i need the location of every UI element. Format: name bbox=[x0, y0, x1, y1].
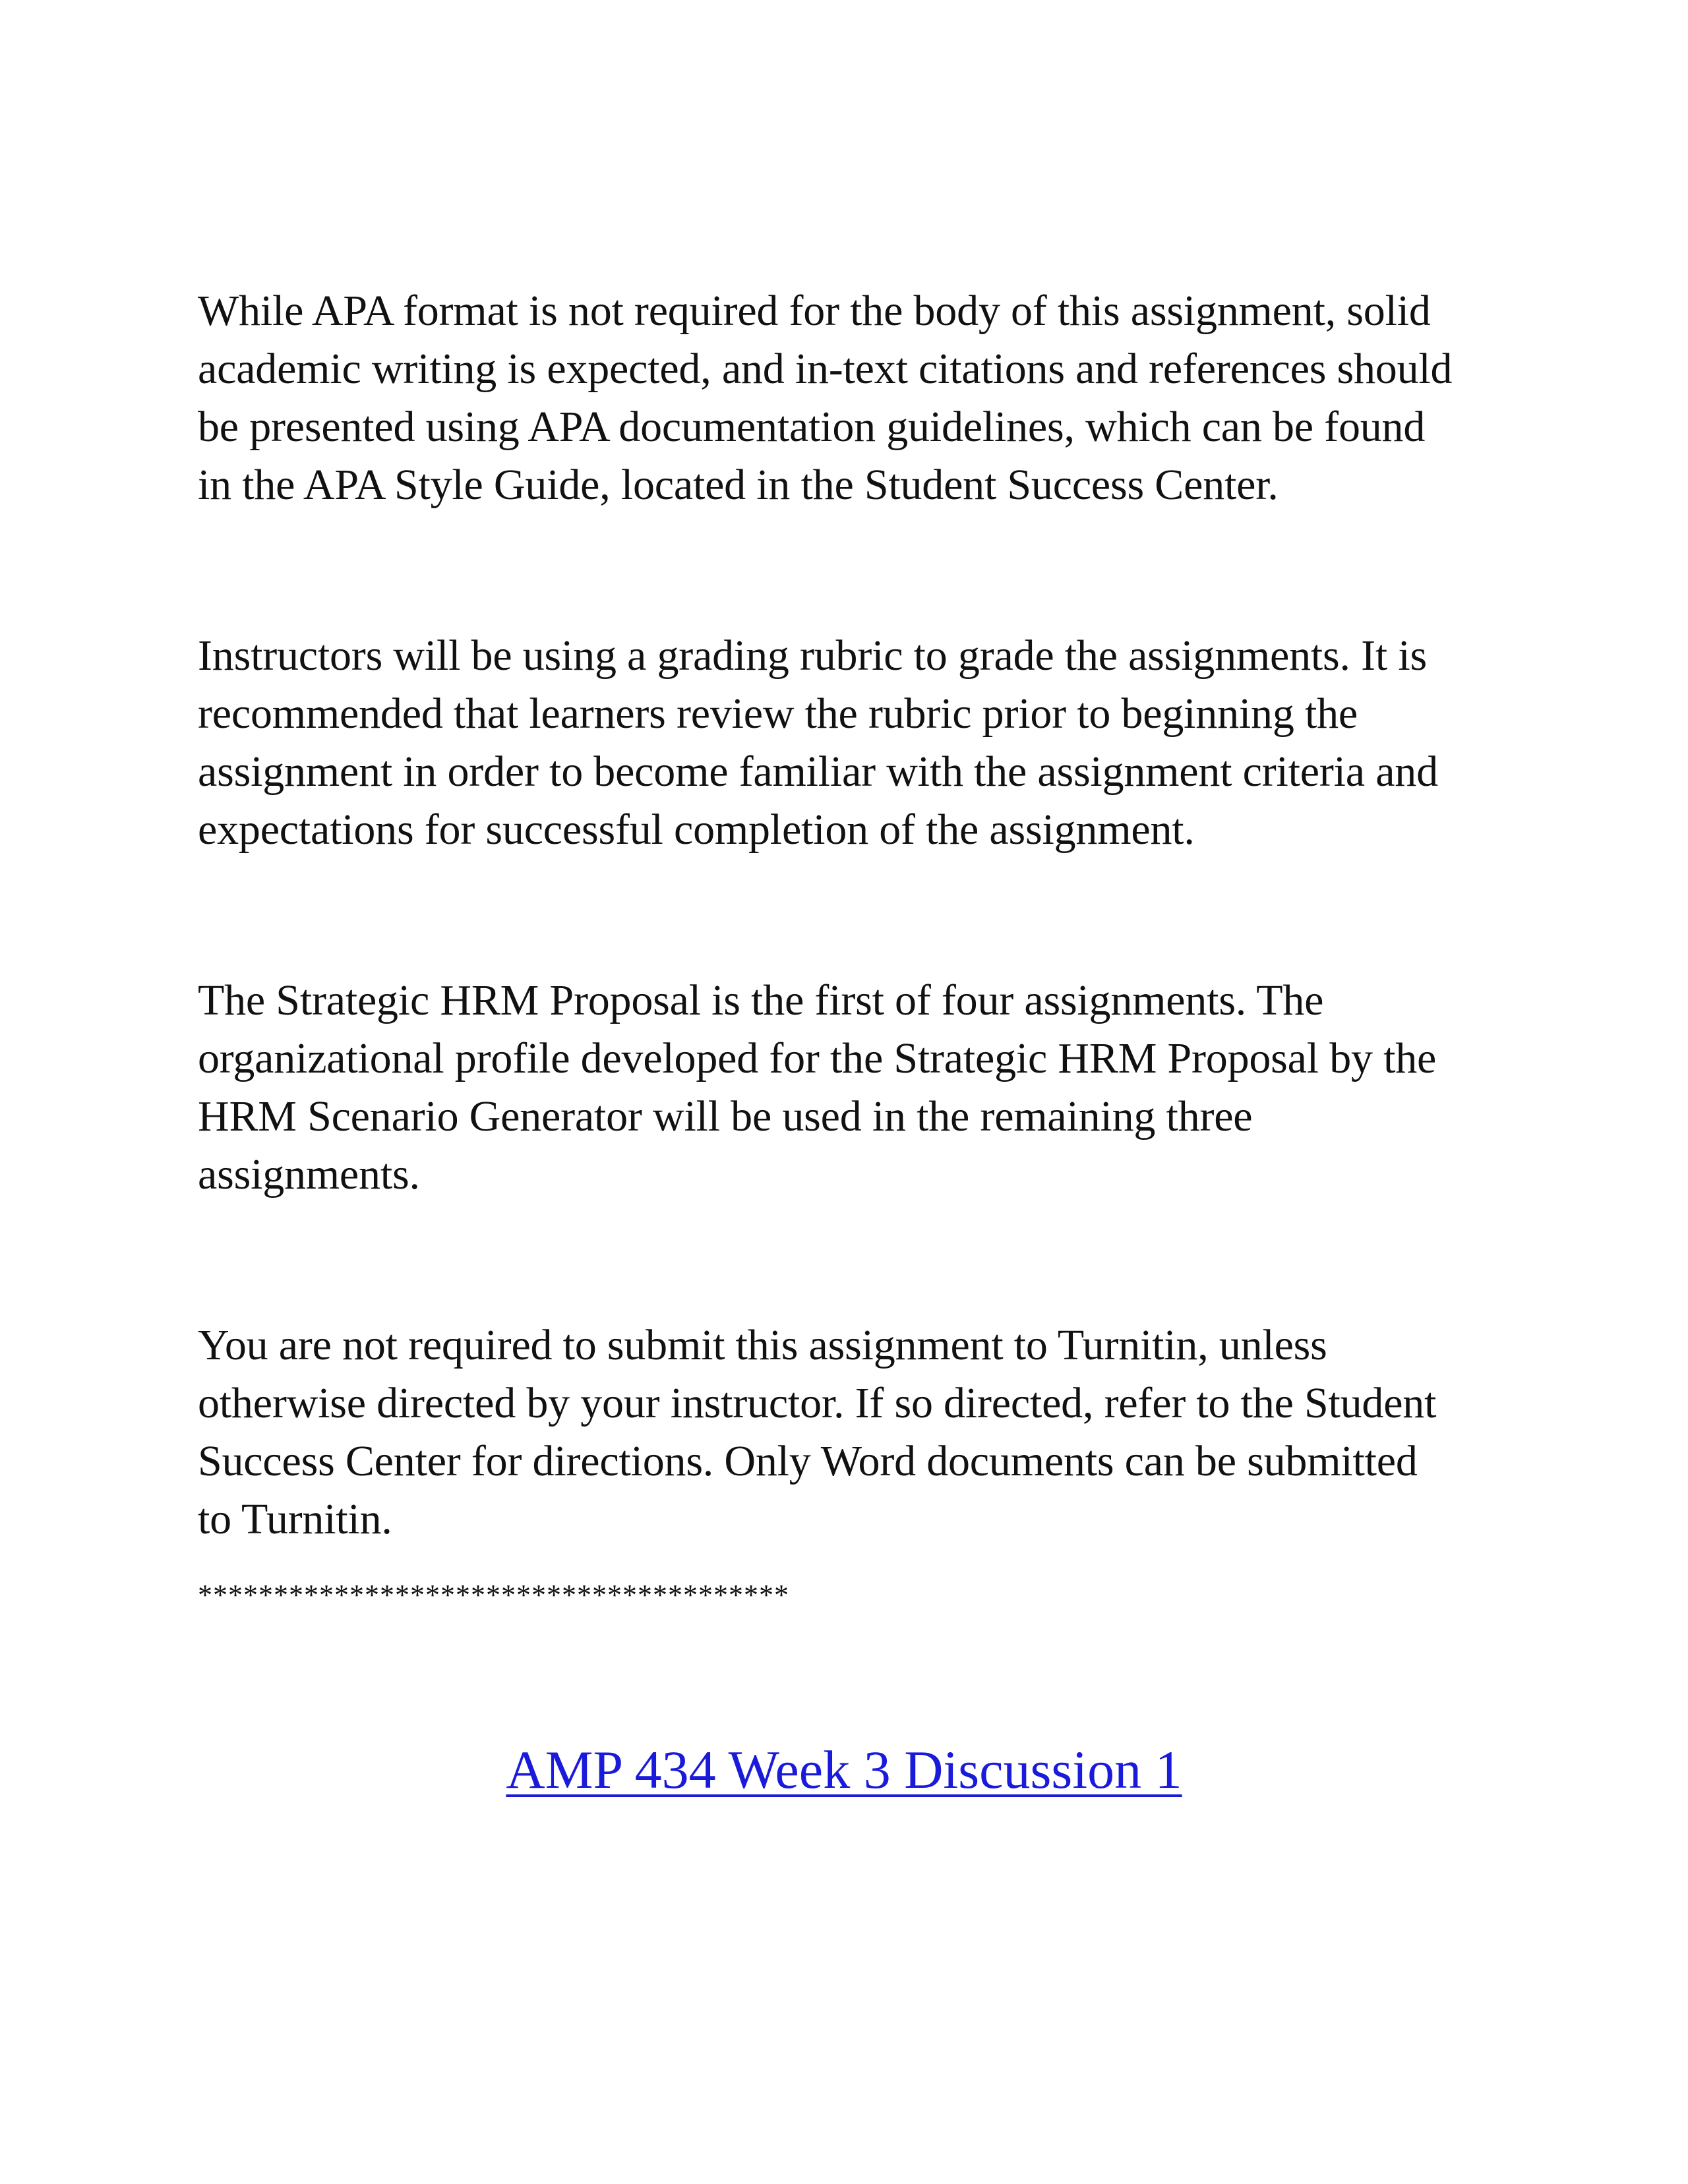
paragraph-line: be presented using APA documentation guidelines, which can be found bbox=[198, 403, 1426, 451]
paragraph-grading-rubric bbox=[198, 627, 1510, 859]
paragraph-line: assignment in order to become familiar with the assignment criteria and bbox=[198, 748, 1438, 796]
discussion-link[interactable]: AMP 434 Week 3 Discussion 1 bbox=[506, 1740, 1182, 1800]
paragraph-line: assignments. bbox=[198, 1150, 420, 1198]
discussion-link-container bbox=[0, 1734, 1688, 1806]
paragraph-line: expectations for successful completion of the assignment. bbox=[198, 806, 1195, 854]
paragraph-turnitin bbox=[198, 1316, 1510, 1549]
paragraph-line: The Strategic HRM Proposal is the first of four assignments. The bbox=[198, 976, 1324, 1024]
paragraph-line: otherwise directed by your instructor. If so directed, refer to the Student bbox=[198, 1379, 1437, 1427]
paragraph-line: organizational profile developed for the Strategic HRM Proposal by the bbox=[198, 1034, 1437, 1082]
paragraph-line: Success Center for directions. Only Word documents can be submitted bbox=[198, 1437, 1418, 1485]
paragraph-strategic-hrm bbox=[198, 972, 1510, 1204]
paragraph-line: HRM Scenario Generator will be used in the remaining three bbox=[198, 1092, 1253, 1140]
paragraph-line: academic writing is expected, and in-text citations and references should bbox=[198, 345, 1453, 393]
asterisk-separator: *************************************** bbox=[198, 1579, 789, 1611]
paragraph-line: Instructors will be using a grading rubric to grade the assignments. It is bbox=[198, 632, 1427, 680]
paragraph-line: You are not required to submit this assignment to Turnitin, unless bbox=[198, 1321, 1327, 1369]
paragraph-apa-format bbox=[198, 282, 1510, 514]
paragraph-line: While APA format is not required for the body of this assignment, solid bbox=[198, 287, 1431, 335]
paragraph-line: to Turnitin. bbox=[198, 1495, 392, 1543]
paragraph-line: recommended that learners review the rubric prior to beginning the bbox=[198, 690, 1358, 738]
paragraph-line: in the APA Style Guide, located in the Student Success Center. bbox=[198, 461, 1279, 509]
